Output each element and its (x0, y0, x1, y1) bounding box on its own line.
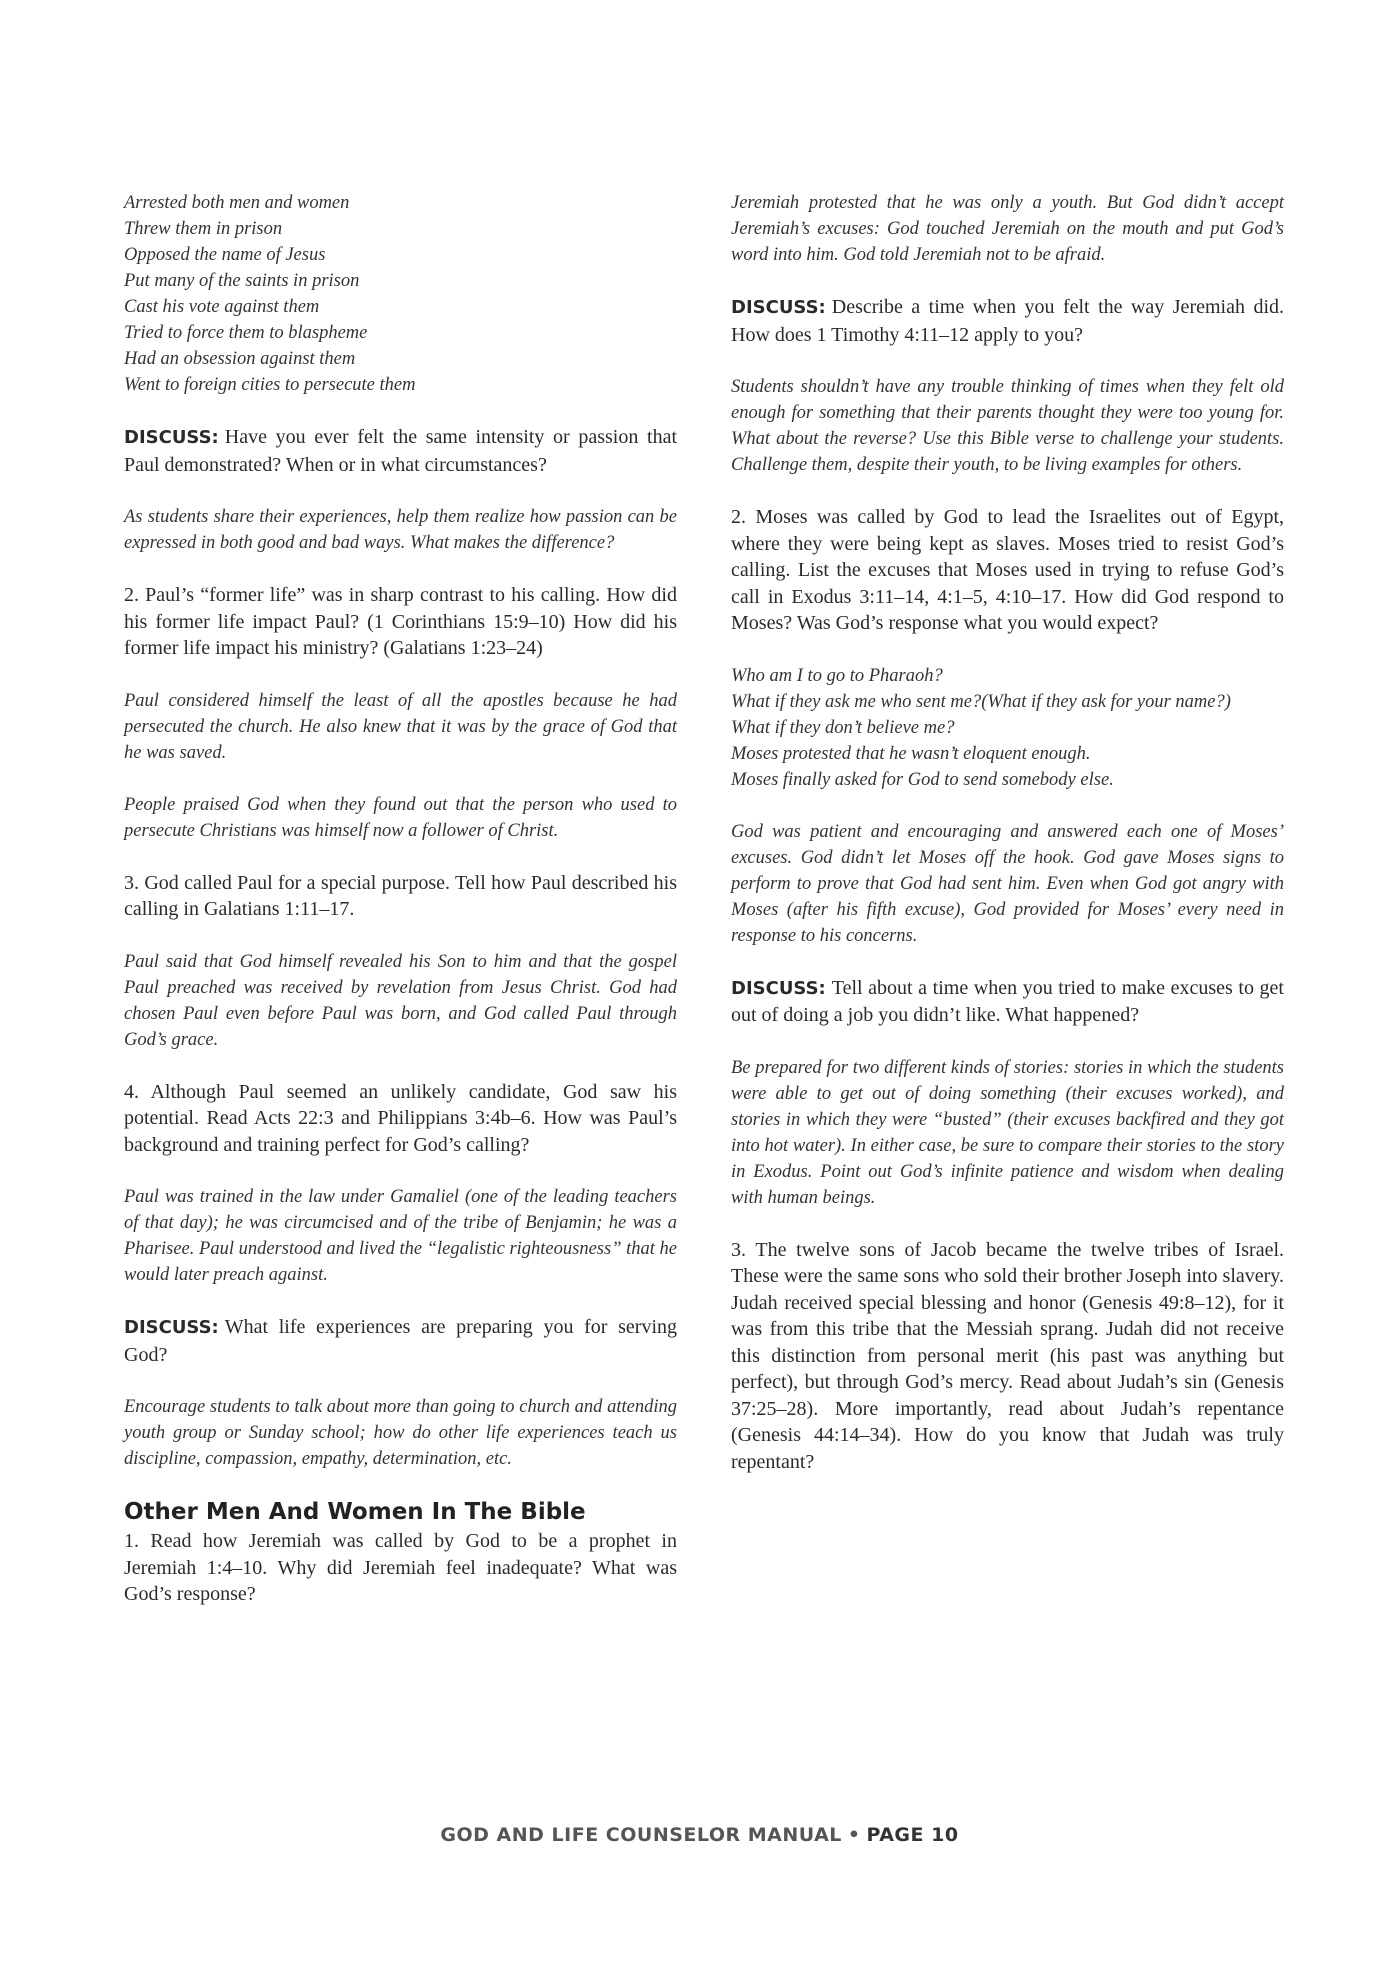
list-item: Arrested both men and women (124, 193, 350, 213)
question-paragraph: 2. Paul’s “former life” was in sharp contrast to his calling. How did his former life impact Paul? (1 Corinthians 15:9–10) How did his former life impact his ministry? (Galatians 1:23–24) (124, 584, 677, 659)
discuss-text: Have you ever felt the same intensity or passion that Paul demonstrated? When or in what circumstances? (124, 426, 677, 476)
discuss-label: DISCUSS: (124, 427, 219, 448)
page-footer (0, 1824, 1399, 1846)
answer-paragraph: Students shouldn’t have any trouble thinking of times when they felt old enough for something that their parents thought they were too young for. What about the reverse? Use this Bible verse to challenge your students. Challenge them, despite their youth, to be living examples for others. (731, 377, 1284, 475)
answer-paragraph: Jeremiah protested that he was only a youth. But God didn’t accept Jeremiah’s excuses: God touched Jeremiah on the mouth and put God’s word into him. God told Jeremiah not to be afraid. (731, 193, 1284, 265)
discuss-label: DISCUSS: (731, 977, 826, 999)
discuss-paragraph (731, 294, 1284, 348)
list-item: Tried to force them to blaspheme (124, 323, 368, 343)
discuss-label: DISCUSS: (124, 1317, 219, 1338)
discuss-paragraph (731, 975, 1284, 1029)
list-item: What if they don’t believe me? (731, 717, 955, 738)
answer-paragraph: God was patient and encouraging and answered each one of Moses’ excuses. God didn’t let Moses off the hook. God gave Moses signs to perform to prove that God had sent him. Even when God got angry with Moses (after his fifth excuse), God provided for Moses’ every need in response to his concerns. (731, 821, 1284, 946)
discuss-label: DISCUSS: (731, 297, 826, 318)
answer-paragraph: Be prepared for two different kinds of stories: stories in which the students were able to get out of doing something (their excuses worked), and stories in which they were “busted” (their excuses backfired and they got into hot water). In either case, be sure to compare their stories to the story in Exodus. Point out God’s infinite patience and wisdom when dealing with human beings. (731, 1057, 1284, 1208)
list-item: Put many of the saints in prison (124, 271, 360, 291)
list-item: What if they ask me who sent me?(What if they ask for your name?) (731, 691, 1231, 712)
answer-paragraph: People praised God when they found out that the person who used to persecute Christians was himself now a follower of Christ. (124, 794, 677, 841)
page-number: PAGE 10 (866, 1824, 959, 1846)
list-item: Had an obsession against them (124, 349, 356, 369)
footer-separator: • (847, 1824, 861, 1846)
question-paragraph: 4. Although Paul seemed an unlikely candidate, God saw his potential. Read Acts 22:3 and Philippians 3:4b–6. How was Paul’s background and training perfect for God’s calling? (124, 1080, 677, 1156)
answer-paragraph: Encourage students to talk about more than going to church and attending youth group or Sunday school; how do other life experiences teach us discipline, compassion, empathy, determination, etc. (124, 1397, 677, 1469)
answer-paragraph: Paul considered himself the least of all the apostles because he had persecuted the church. He also knew that it was by the grace of God that he was saved. (124, 690, 677, 763)
question-paragraph: 3. The twelve sons of Jacob became the twelve tribes of Israel. These were the same sons who sold their brother Joseph into slavery. Judah received special blessing and honor (Genesis 49:8–12), for it was from this tribe that the Messiah sprang. Judah did not receive this distinction from personal merit (his past was anything but perfect), but through God’s mercy. Read about Judah’s sin (Genesis 37:25–28). More importantly, read about Judah’s repentance (Genesis 44:14–34). How do you know that Judah was truly repentant? (731, 1238, 1284, 1473)
list-item: Opposed the name of Jesus (124, 245, 326, 265)
list-item: Went to foreign cities to persecute them (124, 375, 416, 395)
question-paragraph: 1. Read how Jeremiah was called by God to be a prophet in Jeremiah 1:4–10. Why did Jeremiah feel inadequate? What was God’s response? (124, 1530, 677, 1605)
question-paragraph: 2. Moses was called by God to lead the Israelites out of Egypt, where they were being kept as slaves. Moses tried to resist God’s calling. List the excuses that Moses used in trying to refuse God’s call in Exodus 3:11–14, 4:1–5, 4:10–17. How did God respond to Moses? Was God’s response what you would expect? (731, 506, 1284, 634)
section-heading: Other Men And Women In The Bible (124, 1499, 586, 1525)
discuss-text: Describe a time when you felt the way Jeremiah did. How does 1 Timothy 4:11–12 apply to you? (731, 296, 1284, 346)
list-item: Moses finally asked for God to send somebody else. (731, 769, 1114, 790)
discuss-paragraph (124, 1314, 677, 1368)
right-column (731, 190, 1284, 1475)
footer-title: GOD AND LIFE COUNSELOR MANUAL (440, 1824, 842, 1846)
answer-paragraph: As students share their experiences, help them realize how passion can be expressed in both good and bad ways. What makes the difference? (124, 507, 677, 553)
list-item: Who am I to go to Pharaoh? (731, 665, 943, 686)
moses-excuses-list (731, 663, 1284, 793)
paul-persecution-list (124, 190, 677, 398)
question-paragraph: 3. God called Paul for a special purpose. Tell how Paul described his calling in Galatians 1:11–17. (124, 871, 677, 920)
left-column (124, 190, 677, 1608)
list-item: Cast his vote against them (124, 297, 320, 317)
list-item: Moses protested that he wasn’t eloquent enough. (731, 743, 1091, 764)
answer-paragraph: Paul was trained in the law under Gamaliel (one of the leading teachers of that day); he was circumcised and of the tribe of Benjamin; he was a Pharisee. Paul understood and lived the “legalistic righteousness” that he would later preach against. (124, 1187, 677, 1285)
list-item: Threw them in prison (124, 219, 283, 239)
discuss-text: What life experiences are preparing you for serving God? (124, 1316, 677, 1366)
discuss-text: Tell about a time when you tried to make excuses to get out of doing a job you didn’t like. What happened? (731, 976, 1284, 1026)
discuss-paragraph (124, 424, 677, 478)
answer-paragraph: Paul said that God himself revealed his Son to him and that the gospel Paul preached was received by revelation from Jesus Christ. God had chosen Paul even before Paul was born, and God called Paul through God’s grace. (124, 951, 677, 1050)
